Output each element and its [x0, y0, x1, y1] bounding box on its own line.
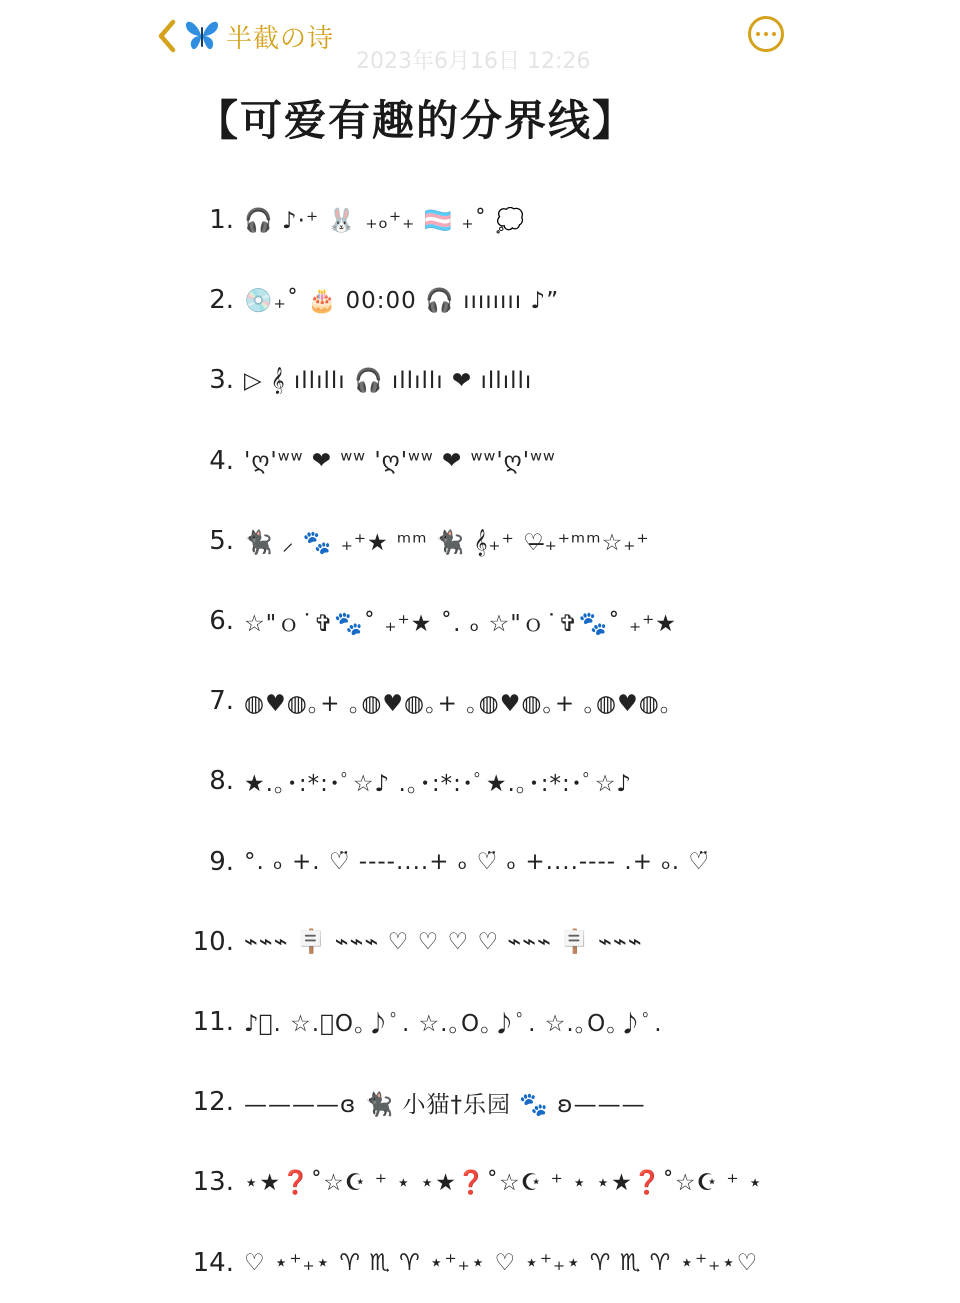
note-title: 【可爱有趣的分界线】: [196, 96, 637, 145]
list-item: [180, 661, 800, 741]
back-button[interactable]: [156, 14, 334, 58]
list-item: [180, 340, 800, 420]
item-number: 7.: [209, 686, 234, 717]
divider-text: ★.｡･:*:･ﾟ☆♪ .｡･:*:･ﾟ★.｡･:*:･ﾟ☆♪: [244, 770, 633, 797]
item-number: 11.: [192, 1006, 234, 1037]
navigation-bar: [0, 0, 960, 80]
divider-text: ⌁⌁⌁ 🪧 ⌁⌁⌁ ♡ ♡ ♡ ♡ ⌁⌁⌁ 🪧 ⌁⌁⌁: [244, 929, 643, 956]
list-item: [180, 822, 800, 902]
divider-text: ♪ﾟ. ☆.｡O｡♪ﾟ. ☆.｡O｡♪ﾟ. ☆.｡O｡♪ﾟ.: [244, 1011, 663, 1038]
chevron-left-icon: [156, 18, 178, 54]
divider-text: 💿₊˚ 🎂 00:00 🎧 ıııııııı ♪”: [244, 287, 560, 314]
item-number: 8.: [209, 766, 234, 797]
item-number: 2.: [209, 285, 234, 316]
divider-text: ♡ ⋆⁺₊⋆ ♈ ♏ ♈ ⋆⁺₊⋆ ♡ ⋆⁺₊⋆ ♈ ♏ ♈ ⋆⁺₊⋆♡: [244, 1249, 759, 1276]
list-item: [180, 180, 800, 260]
item-number: 5.: [209, 525, 234, 556]
divider-text: ————ɞ 🐈‍⬛ 小猫†乐园 🐾 ʚ———: [244, 1091, 646, 1118]
list-item: [180, 741, 800, 821]
list-item: [180, 1142, 800, 1222]
item-number: 9.: [209, 846, 234, 877]
list-item: [180, 982, 800, 1062]
divider-text: ▷ 𝄞 ıllıllı 🎧 ıllıllı ❤ ıllıllı: [244, 367, 533, 394]
back-label: 半截の诗: [226, 23, 335, 54]
item-number: 10.: [192, 926, 234, 957]
item-number: 13.: [192, 1167, 234, 1198]
list-item: [180, 501, 800, 581]
item-number: 14.: [192, 1247, 234, 1278]
item-number: 4.: [209, 445, 234, 476]
divider-text: ⋆★❓˚☆☪ ⁺ ⋆ ⋆★❓˚☆☪ ⁺ ⋆ ⋆★❓˚☆☪ ⁺ ⋆: [244, 1169, 764, 1196]
item-number: 6.: [209, 606, 234, 637]
divider-list: [180, 180, 800, 1303]
divider-text: 🐈‍⬛ ⸝ 🐾 ₊⁺★ ᵐᵐ 🐈‍⬛ 𝄞₊⁺ ♡̶₊⁺ᵐᵐ☆₊⁺: [244, 529, 650, 556]
butterfly-icon: [184, 19, 220, 53]
divider-text: ☆"ｏ˙✞🐾˚ ₊⁺★ ˚. ₒ ☆"ｏ˙✞🐾˚ ₊⁺★: [244, 610, 677, 637]
more-options-dot: [764, 32, 768, 36]
divider-text: ◍♥◍｡+ ｡◍♥◍｡+ ｡◍♥◍｡+ ｡◍♥◍｡: [244, 690, 673, 717]
divider-text: 'ღ'ʷʷ ❤ ʷʷ 'ღ'ʷʷ ❤ ʷʷ'ღ'ʷʷ: [244, 447, 556, 474]
divider-text: 🎧 ♪·⁺ 🐰 ₊ₒ⁺₊ 🏳️‍⚧️ ₊˚ 💭: [244, 207, 526, 234]
list-item: [180, 421, 800, 501]
more-options-button[interactable]: [748, 16, 784, 52]
item-number: 3.: [209, 365, 234, 396]
list-item: [180, 1062, 800, 1142]
list-item: [180, 581, 800, 661]
more-options-icon: [756, 32, 760, 36]
list-item: [180, 260, 800, 340]
item-number: 12.: [192, 1087, 234, 1118]
item-number: 1.: [209, 205, 234, 236]
list-item: [180, 1222, 800, 1302]
more-options-dot: [772, 32, 776, 36]
note-timestamp: 2023年6月16日 12:26: [356, 49, 591, 74]
list-item: [180, 902, 800, 982]
divider-text: °. ₒ +. ♡̈ ----....+ ₒ ♡̈ ₒ +....---- .+ ₒ. ♡̈: [244, 848, 711, 875]
